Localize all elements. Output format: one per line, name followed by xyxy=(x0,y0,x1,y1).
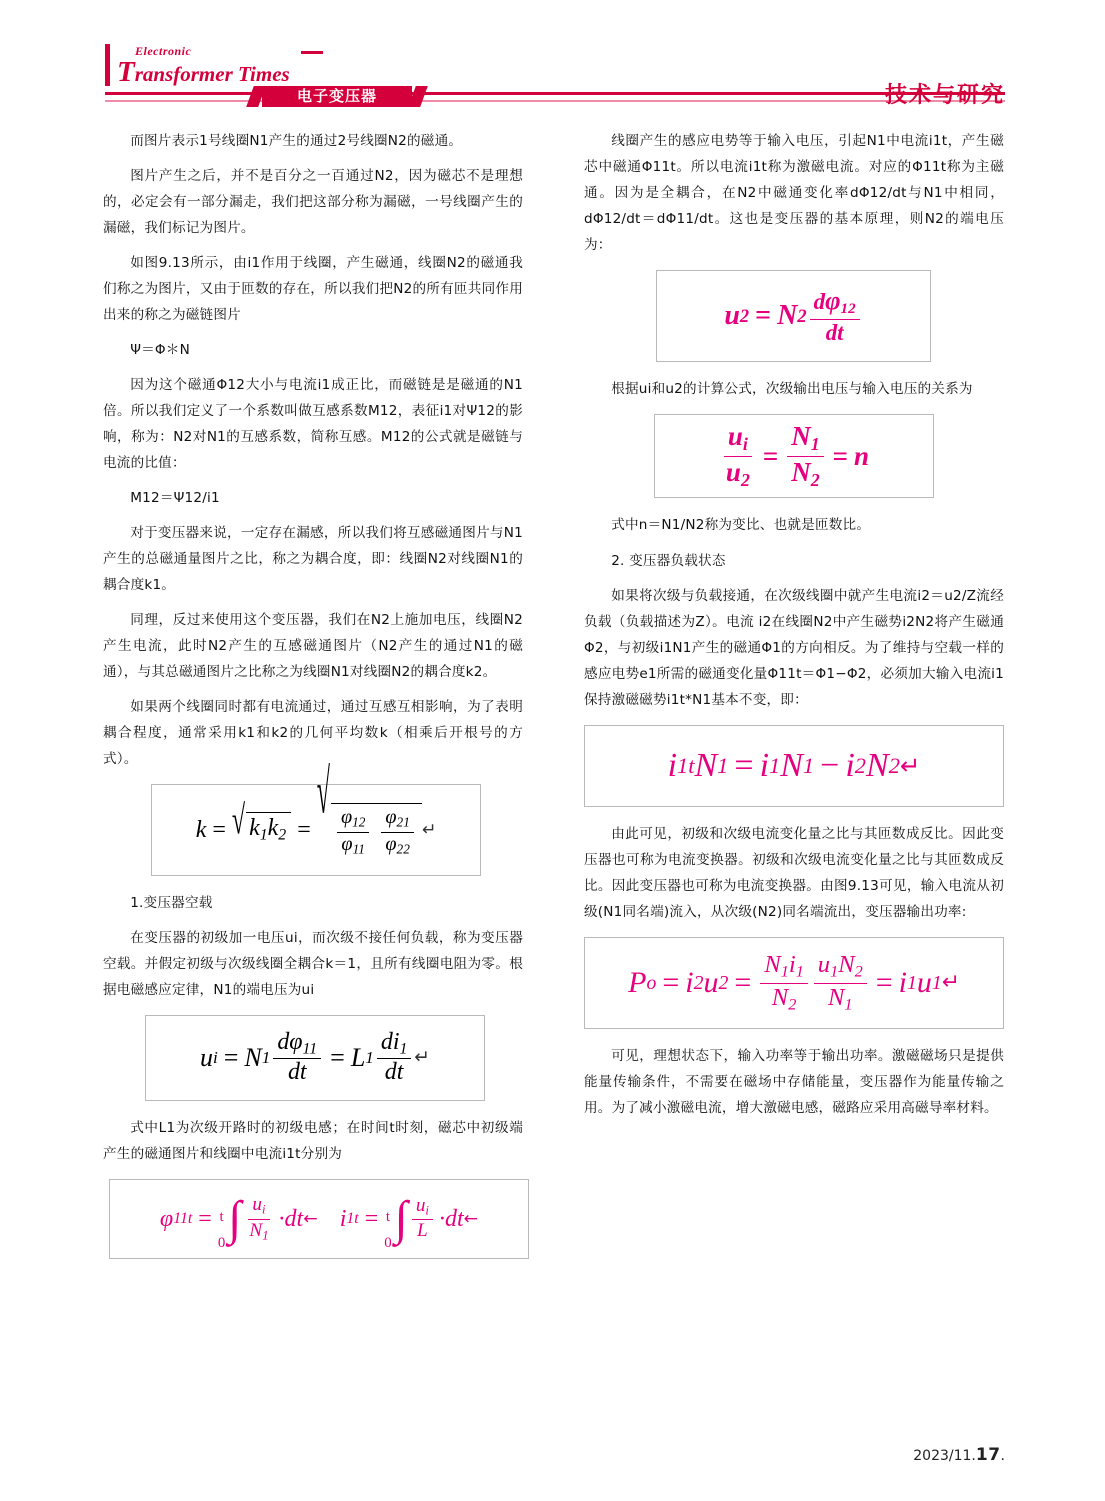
footer-dot: . xyxy=(971,1448,976,1464)
formula-flux-and-current-integral xyxy=(109,1179,529,1259)
journal-name-badge: 电子变压器 xyxy=(262,86,412,107)
paragraph: 由此可见，初级和次级电流变化量之比与其匝数成反比。因此变压器也可称为电流变换器。初级和次级电流变化量之比与其匝数成反比。因此变压器也可称为电流变换器。由图9.13可见，输入电流从初级(N1同名端)流入，从次级(N2)同名端流出，变压器输出功率: xyxy=(584,826,1004,920)
formula-coupling-coefficient xyxy=(151,760,481,876)
logo-main-text xyxy=(117,56,290,89)
issue-date: 2023/11 xyxy=(913,1448,972,1464)
header-rule xyxy=(105,92,1005,95)
formula-content: P o = i 2 u 2 = $\frac{N_1i_1}{N_2}$ $\frac{u_1N_2}{N_1}$ = i 1 u 1 ↵ xyxy=(628,951,960,1014)
paragraph: 在变压器的初级加一电压ui，而次级不接任何负载，称为变压器空载。并假定初级与次级线圈全耦合k＝1，且所有线圈电阻为零。根据电磁感应定律，N1的端电压为ui xyxy=(103,930,523,998)
subheading-load-state: 2. 变压器负载状态 xyxy=(611,553,726,569)
page-number: 17 xyxy=(975,1445,1001,1465)
formula-secondary-voltage xyxy=(656,270,931,362)
paragraph: 式中n＝N1/N2称为变比、也就是匝数比。 xyxy=(611,517,871,533)
formula-content: k = √ $k_1k_2$ = √ $\frac{\varphi_{12}}{\varphi_{11}}$ $\frac{\varphi_{21}}{\varphi_{22}}$ ↵ xyxy=(195,760,437,857)
paragraph: 根据ui和u2的计算公式，次级输出电压与输入电压的关系为 xyxy=(611,381,973,397)
formula-content: u i = N 1 $\frac{d\varphi_{11}}{dt}$ = L 1 $\frac{di_1}{dt}$ ↵ xyxy=(199,1028,431,1086)
logo-script-text: Electronic xyxy=(135,44,192,58)
formula-content: φ 11t = t 0 ∫ $\frac{u_i}{N_1}$ ·dt ← i 1t = t 0 ∫ $\frac{u_i}{L}$ ·dt ← xyxy=(159,1192,479,1251)
paragraph: 图片产生之后，并不是百分之一百通过N2，因为磁芯不是理想的，必定会有一部分漏走，我们把这部分称为漏磁，一号线圈产生的漏磁，我们标记为图片。 xyxy=(103,168,523,236)
inline-formula-psi: Ψ＝Φ＊N xyxy=(130,342,190,358)
paragraph: 如果将次级与负载接通，在次级线圈中就产生电流i2＝u2/Z流经负载（负载描述为Z）。电流 i2在线圈N2中产生磁势i2N2将产生磁通Φ2，与初级i1N1产生的磁通Φ1的方向相反。为了维持与空载一样的感应电势e1所需的磁通变化量Φ11t＝Φ1−Φ2，必须加大输入电流i1保持激磁磁势i1t*N1基本不变，即： xyxy=(584,588,1004,708)
formula-induced-voltage xyxy=(145,1015,485,1101)
logo-main-rest: ransformer Times xyxy=(134,62,290,86)
paragraph: 可见，理想状态下，输入功率等于输出功率。激磁磁场只是提供能量传输条件，不需要在磁场中存储能量，变压器作为能量传输之用。为了减小激磁电流，增大激磁电感，磁路应采用高磁导率材料。 xyxy=(584,1048,1004,1116)
logo-initial: T xyxy=(117,56,135,88)
paragraph: 如图9.13所示，由i1作用于线圈，产生磁通，线圈N2的磁通我们称之为图片，又由于匝数的存在，所以我们把N2的所有匝共同作用出来的称之为磁链图片 xyxy=(103,255,523,323)
formula-content: $\frac{u_i}{u_2}$ = $\frac{N_1}{N_2}$ = n xyxy=(655,415,933,497)
masthead-logo xyxy=(105,44,320,86)
right-column xyxy=(584,128,1004,1130)
paragraph: 线圈产生的感应电势等于输入电压，引起N1中电流i1t，产生磁芯中磁通Φ11t。所以电流i1t称为激磁电流。对应的Φ11t称为主磁通。因为是全耦合，在N2中磁通变化率dΦ12/dt与N1中相同，dΦ12/dt＝dΦ11/dt。这也是变压器的基本原理，则N2的端电压为： xyxy=(584,133,1004,253)
header-rule-secondary xyxy=(105,100,1005,102)
paragraph: 而图片表示1号线圈N1产生的通过2号线圈N2的磁通。 xyxy=(130,133,463,149)
paragraph: 式中L1为次级开路时的初级电感；在时间t时刻，磁芯中初级端产生的磁通图片和线圈中电流i1t分别为 xyxy=(103,1120,523,1162)
formula-turns-ratio xyxy=(654,414,934,498)
formula-content: u 2 = N 2 $\frac{d\varphi_{12}}{dt}$ xyxy=(657,271,930,361)
paragraph: 因为这个磁通Φ12大小与电流i1成正比，而磁链是是磁通的N1倍。所以我们定义了一个系数叫做互感系数M12，表征i1对Ψ12的影响，称为：N2对N1的互感系数，简称互感。M12的公式就是磁链与电流的比值： xyxy=(103,377,523,471)
logo-dash xyxy=(301,51,323,54)
paragraph: 对于变压器来说，一定存在漏感，所以我们将互感磁通图片与N1产生的总磁通量图片之比，称之为耦合度，即：线圈N2对线圈N1的耦合度k1。 xyxy=(103,525,523,593)
subheading-no-load: 1.变压器空载 xyxy=(130,895,213,911)
logo-accent-bar xyxy=(105,44,110,86)
inline-formula-m12: M12＝Ψ12/i1 xyxy=(130,490,220,506)
formula-content: i 1t N 1 = i 1 N 1 − i 2 N 2 ↵ xyxy=(667,747,921,784)
page-footer xyxy=(913,1445,1005,1465)
paragraph: 如果两个线圈同时都有电流通过，通过互感互相影响，为了表明耦合程度，通常采用k1和k2的几何平均数k（相乘后开根号的方式）。 xyxy=(103,699,523,767)
paragraph: 同理，反过来使用这个变压器，我们在N2上施加电压，线圈N2产生电流，此时N2产生的互感磁通图片（N2产生的通过N1的磁通），与其总磁通图片之比称之为线圈N1对线圈N2的耦合度k2。 xyxy=(103,612,523,680)
left-column xyxy=(103,128,523,1273)
formula-mmf-balance xyxy=(584,725,1004,807)
section-title: 技术与研究 xyxy=(884,83,1005,108)
footer-dot-end: . xyxy=(1000,1448,1005,1464)
formula-output-power xyxy=(584,937,1004,1029)
page-header xyxy=(0,0,1105,112)
